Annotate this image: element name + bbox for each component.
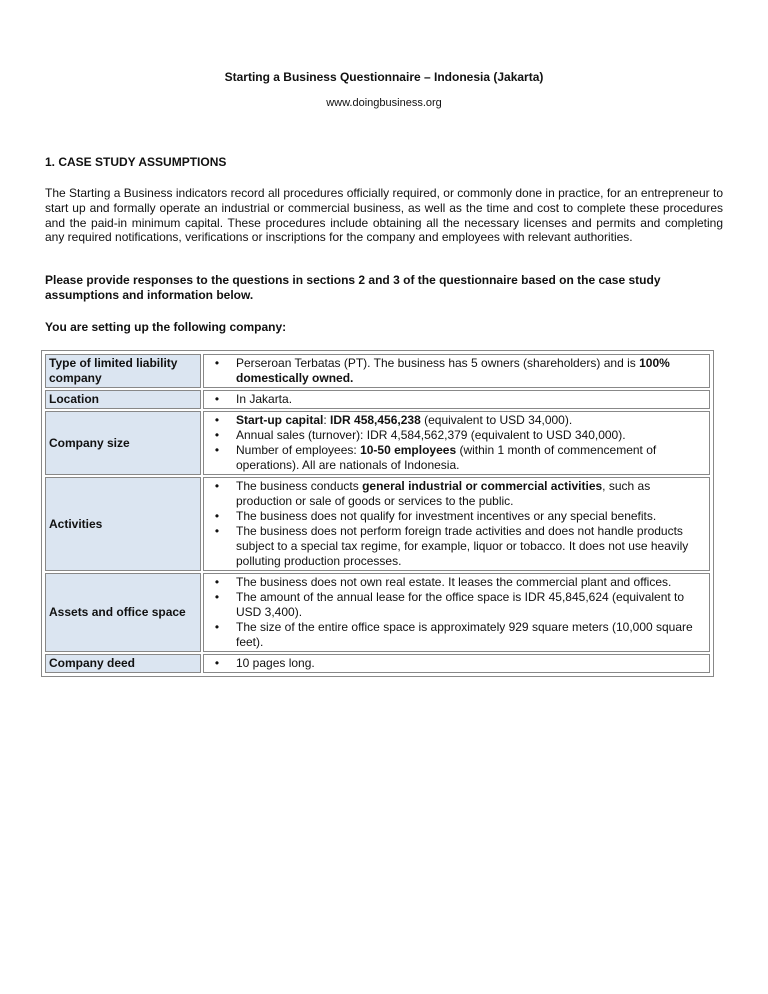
bold-text: general industrial or commercial activities <box>362 479 603 493</box>
list-item <box>207 428 706 443</box>
row-description <box>203 573 710 652</box>
bullet-list <box>207 413 706 473</box>
row-label: Activities <box>45 477 201 571</box>
document-title: Starting a Business Questionnaire – Indonesia (Jakarta) <box>224 70 544 84</box>
assumptions-table <box>43 352 712 675</box>
text-run: In Jakarta. <box>236 392 293 406</box>
text-run: : <box>323 413 331 427</box>
table-row <box>45 573 710 652</box>
bold-text: 10-50 employees <box>360 443 457 457</box>
bold-text: Start-up capital <box>236 413 324 427</box>
list-item <box>207 590 706 620</box>
list-item <box>207 443 706 473</box>
bullet-list <box>207 356 706 386</box>
row-description <box>203 477 710 571</box>
list-item <box>207 509 706 524</box>
bullet-icon: • <box>214 413 220 427</box>
row-label: Type of limited liability company <box>45 354 201 388</box>
section-heading: 1. CASE STUDY ASSUMPTIONS <box>45 155 227 169</box>
table-row <box>45 411 710 475</box>
table-row <box>45 477 710 571</box>
bullet-list <box>207 479 706 569</box>
row-label: Location <box>45 390 201 409</box>
text-run: The amount of the annual lease for the office space is IDR 45,845,624 (equivalent to USD 3,400). <box>236 590 685 619</box>
bullet-icon: • <box>214 356 220 370</box>
bullet-list <box>207 656 706 671</box>
bullet-icon: • <box>214 524 220 538</box>
text-run: The size of the entire office space is approximately 929 square meters (10,000 square feet). <box>236 620 693 649</box>
bullet-icon: • <box>214 620 220 634</box>
row-label: Assets and office space <box>45 573 201 652</box>
bullet-icon: • <box>214 392 220 406</box>
row-label: Company size <box>45 411 201 475</box>
row-label: Company deed <box>45 654 201 673</box>
table-row <box>45 354 710 388</box>
row-description <box>203 354 710 388</box>
bullet-icon: • <box>214 575 220 589</box>
bold-text: 100% domestically owned. <box>236 356 670 385</box>
text-run: The business does not qualify for investment incentives or any special benefits. <box>236 509 657 523</box>
list-item <box>207 479 706 509</box>
intro-paragraph: The Starting a Business indicators record all procedures officially required, or commonly done in practice, for an entrepreneur to start up and formally operate an industrial or commercial business, as well as the time and cost to complete these procedures and the paid-in minimum capital. These procedures include obtaining all the necessary licenses and permits and completing any required notifications, verifications or inscriptions for the company and employees with relevant authorities. <box>45 186 723 245</box>
bullet-icon: • <box>214 443 220 457</box>
instruction-paragraph: Please provide responses to the questions in sections 2 and 3 of the questionnaire based on the case study assumptions and information below. <box>45 273 661 302</box>
website-url: www.doingbusiness.org <box>326 97 442 109</box>
text-run: The business does not own real estate. It leases the commercial plant and offices. <box>236 575 672 589</box>
text-run: (equivalent to USD 34,000). <box>420 413 573 427</box>
text-run: , such as production or sale of goods or services to the public. <box>236 479 651 508</box>
text-run: Perseroan Terbatas (PT). The business has 5 owners (shareholders) and is <box>236 356 640 370</box>
text-run: Number of employees: <box>236 443 361 457</box>
list-item <box>207 524 706 569</box>
row-description <box>203 390 710 409</box>
row-description <box>203 411 710 475</box>
row-description <box>203 654 710 673</box>
table-row <box>45 390 710 409</box>
bold-text: IDR 458,456,238 <box>330 413 421 427</box>
setup-heading: You are setting up the following company: <box>45 320 287 334</box>
list-item <box>207 620 706 650</box>
bullet-icon: • <box>214 479 220 493</box>
bullet-icon: • <box>214 509 220 523</box>
bullet-icon: • <box>214 590 220 604</box>
bullet-icon: • <box>214 656 220 670</box>
list-item <box>207 656 706 671</box>
assumptions-table-frame <box>41 350 714 677</box>
list-item <box>207 392 706 407</box>
bullet-list <box>207 575 706 650</box>
text-run: 10 pages long. <box>236 656 315 670</box>
bullet-list <box>207 392 706 407</box>
list-item <box>207 356 706 386</box>
text-run: The business conducts <box>236 479 363 493</box>
bullet-icon: • <box>214 428 220 442</box>
list-item <box>207 575 706 590</box>
table-row <box>45 654 710 673</box>
text-run: The business does not perform foreign trade activities and does not handle products subject to a special tax regime, for example, liquor or tobacco. It does not use heavily polluting production processes. <box>236 524 689 568</box>
text-run: Annual sales (turnover): IDR 4,584,562,379 (equivalent to USD 340,000). <box>236 428 626 442</box>
assumptions-table-body <box>45 354 710 673</box>
list-item <box>207 413 706 428</box>
text-run: (within 1 month of commencement of operations). All are nationals of Indonesia. <box>236 443 657 472</box>
